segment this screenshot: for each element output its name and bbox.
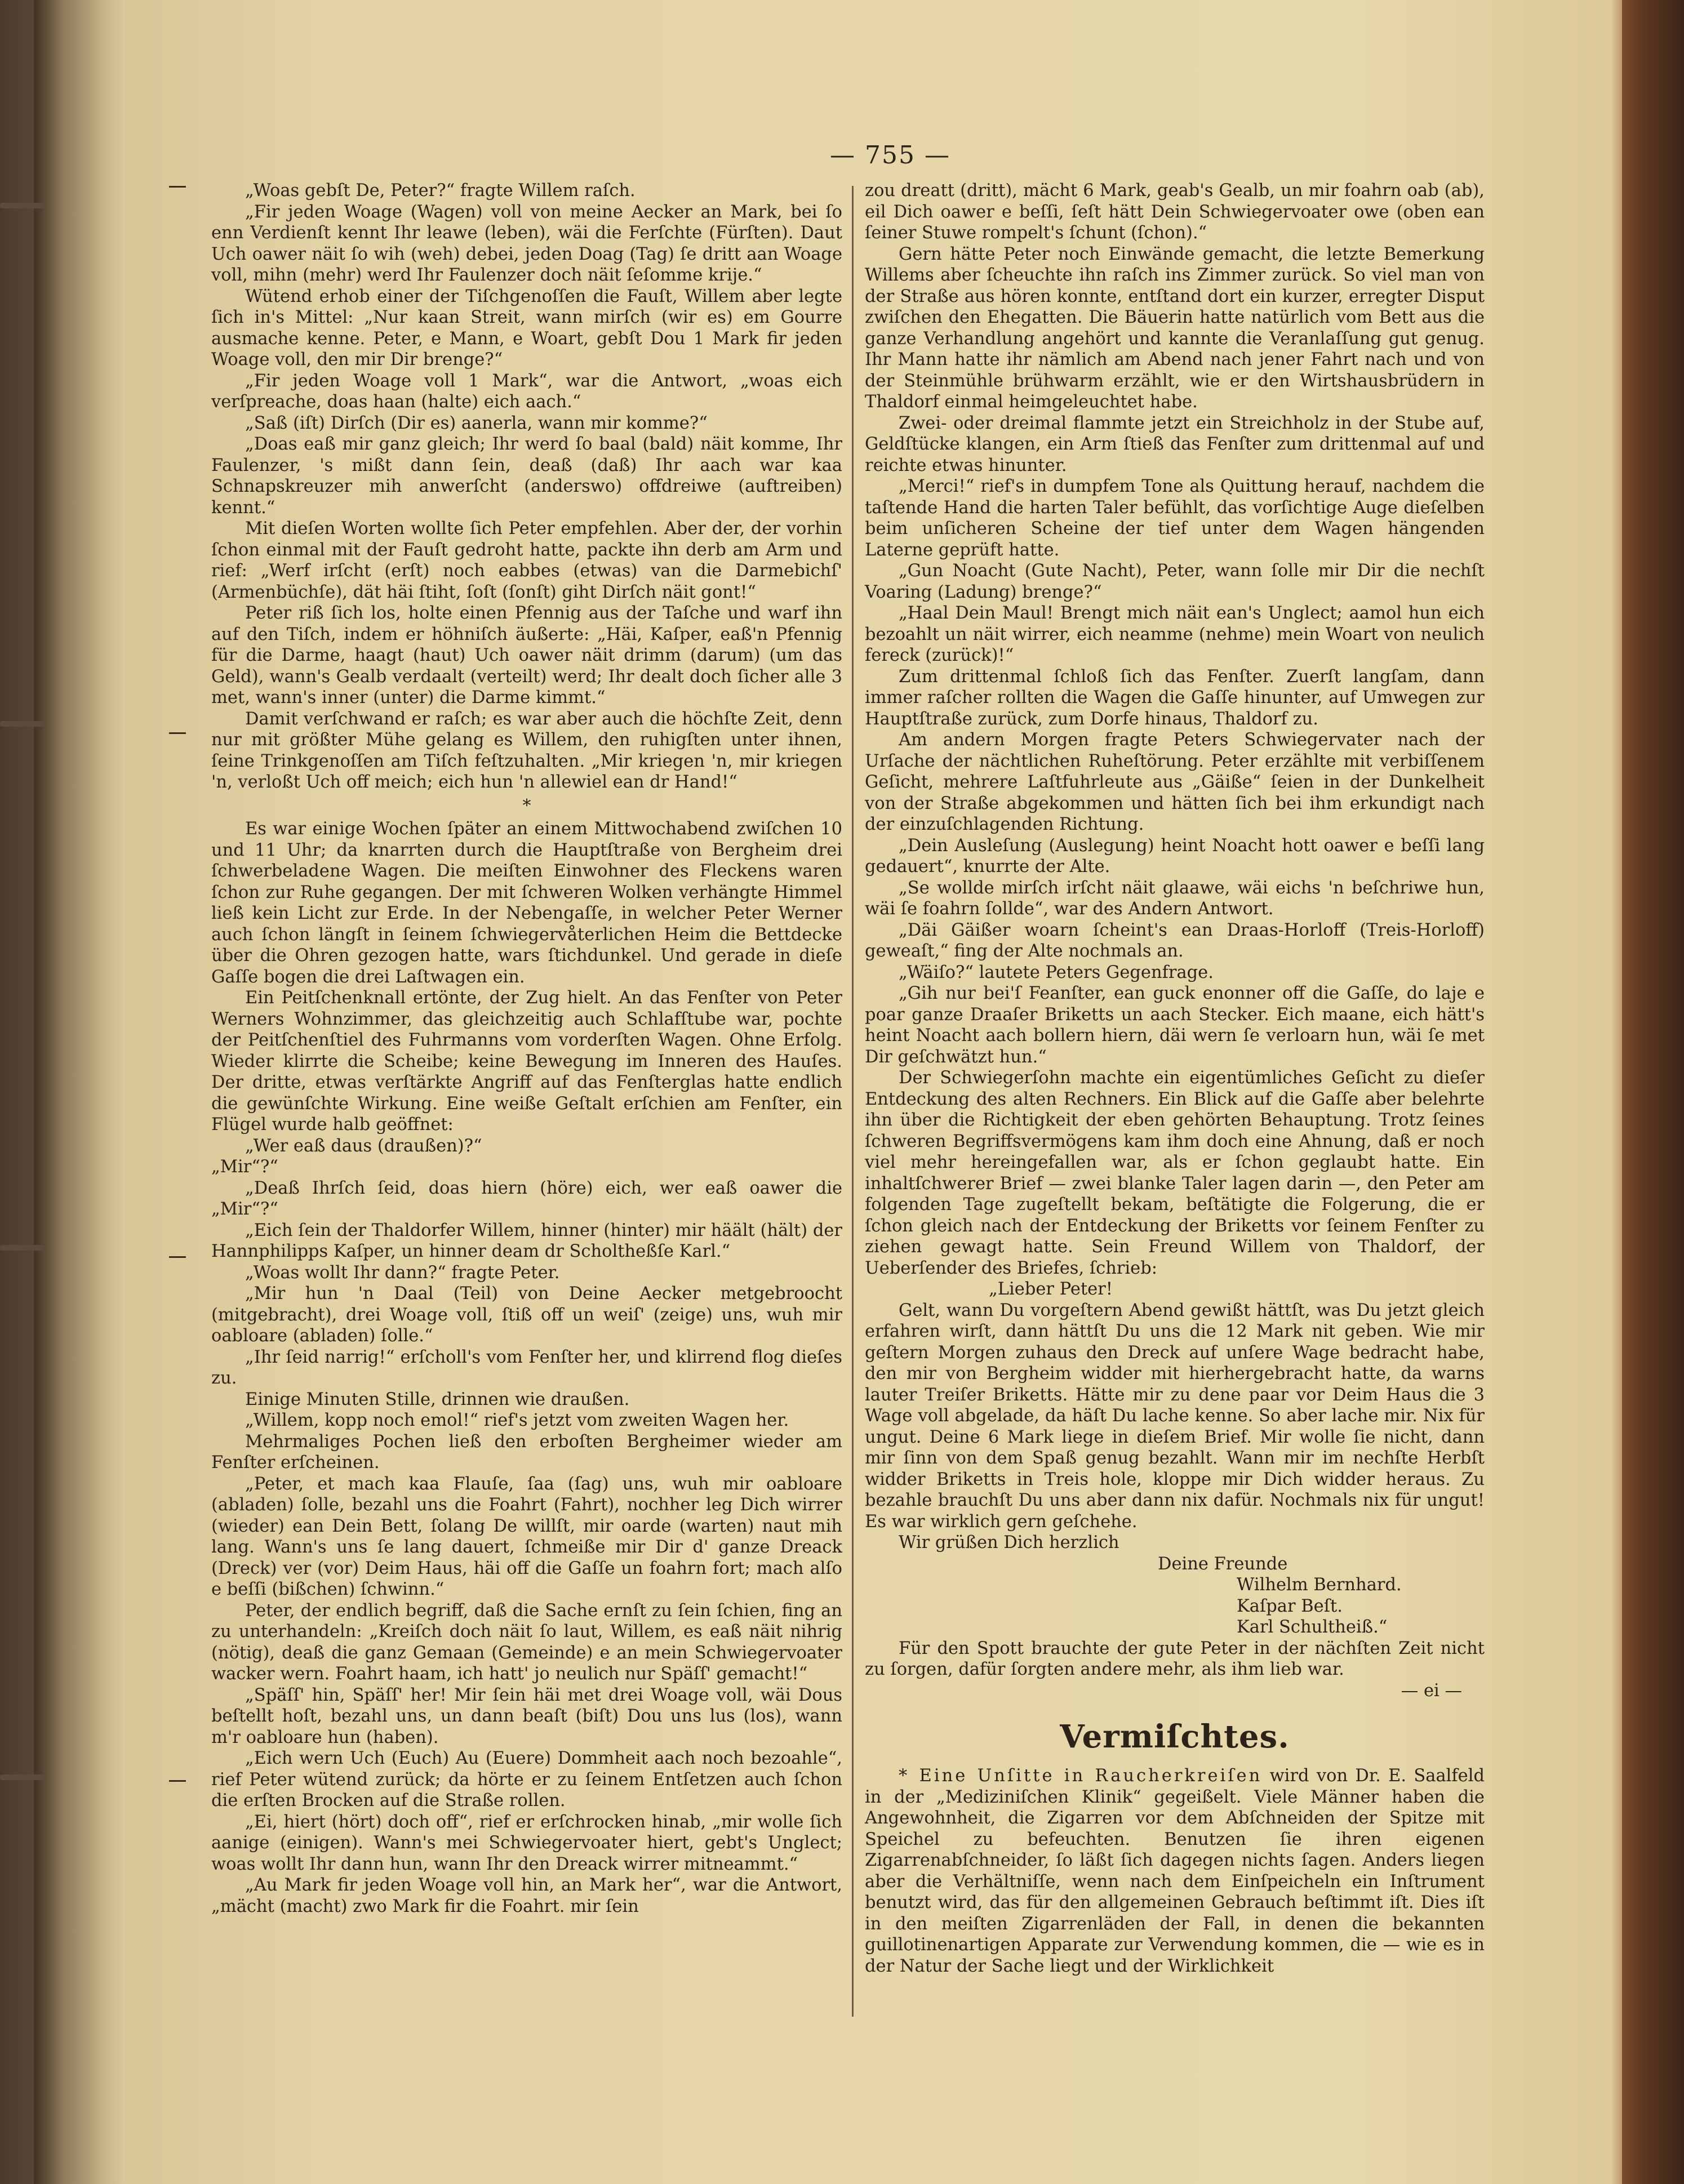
paragraph: „Ei, hiert (hört) doch off“, rief er erſchrocken hinab, „mir wolle ſich aanige (einigen). Wann's mei Schwiegervoater hiert, gebt's Unglect; woas wollt Ihr dann hun, wann Ihr den Dreack wirrer mitneammt.“ [211,1812,842,1874]
binding-mark [0,1245,45,1251]
paragraph: Kaſpar Beſt. [1237,1596,1343,1616]
paragraph: Wilhelm Bernhard. [1237,1575,1402,1595]
column-divider [852,186,854,2017]
paragraph: „Woas wollt Ihr dann?“ fragte Peter. [245,1262,560,1283]
paragraph: „Haal Dein Maul! Brengt mich näit ean's Unglect; aamol hun eich bezoahlt un näit wirrer, eich neamme (nehme) mein Woart von neulich fereck (zurück)!“ [865,603,1485,665]
paragraph: Gern hätte Peter noch Einwände gemacht, die letzte Bemerkung Willems aber ſcheuchte ihn raſch ins Zimmer zurück. So viel man von der Straße aus hören konnte, entſtand dort ein kurzer, erregter Disput zwiſchen den Ehegatten. Die Bäuerin hatte natürlich vom Bett aus die ganze Verhandlung angehört und kannte die Veranlaſſung gut genug. Ihr Mann hatte ihr nämlich am Abend nach jener Fahrt nach und von der Steinmühle brühwarm erzählt, wie er den Wirtshausbrüdern in Thaldorf einmal heimgeleuchtet habe. [865,244,1485,412]
paragraph: „Däi Gäißer woarn ſcheint's ean Draas-Horloff (Treis-Horloff) geweaſt,“ fing der Alte nochmals an. [865,920,1485,961]
paragraph: Gelt, wann Du vorgeſtern Abend gewißt hättſt, was Du jetzt gleich erfahren wirſt, dann hättſt Du uns die 12 Mark nit geben. Wie mir geſtern Morgen zuhaus den Dreck auf unſere Wage bedracht habe, den mir von Bergheim widder mit hierhergebracht hatte, da warns lauter Treiſer Briketts. Hätte mir zu dene paar vor Deim Haus die 3 Wage voll abgelade, da häſt Du lache kenne. So aber lache mir. Nix für ungut. Deine 6 Mark liege in dieſem Brief. Mir wolle ſie nicht, dann mir ſinn von dem Spaß genug bezahlt. Wann mir im nechſte Herbſt widder Briketts in Treis hole, kloppe mir Dich widder heraus. Zu bezahle brauchſt Du uns aber dann nix dafür. Nochmals nix für ungut! Es war wirklich gern geſchehe. [865,1300,1485,1532]
paragraph: — ei — [1401,1680,1462,1701]
binding-mark [0,203,45,208]
paragraph: Damit verſchwand er raſch; es war aber auch die höchſte Zeit, denn nur mit größter Mühe gelang es Willem, den ruhigſten unter ihnen, ſeine Trinkgenoſſen am Tiſch feſtzuhalten. „Mir kriegen 'n, mir kriegen 'n, verloßt Uch off meich; eich hun 'n allewiel ean dr Hand!“ [211,709,842,792]
paragraph: „Eich wern Uch (Euch) Au (Euere) Dommheit aach noch bezoahle“, rief Peter wütend zurück; da hörte er zu ſeinem Entſetzen auch ſchon die erſten Brocken auf die Straße rollen. [211,1749,842,1811]
paragraph: Zum drittenmal ſchloß ſich das Fenſter. Zuerſt langſam, dann immer raſcher rollten die Wagen die Gaſſe hinunter, auf Umwegen zur Hauptſtraße zurück, zum Dorfe hinaus, Thaldorf zu. [865,666,1485,729]
paragraph: „Eich ſein der Thaldorfer Willem, hinner (hinter) mir häält (hält) der Hannphilipps Kaſper, un hinner deam dr Scholtheßſe Karl.“ [211,1220,842,1261]
page-number: — 755 — [830,141,950,170]
paragraph: „Deaß Ihrſch ſeid, doas hiern (höre) eich, wer eaß oawer die „Mir“?“ [211,1178,842,1219]
margin-tick [169,732,186,734]
paragraph: Mit dieſen Worten wollte ſich Peter empfehlen. Aber der, der vorhin ſchon einmal mit der Fauſt gedroht hatte, packte ihn derb am Arm und rief: „Werf irſcht (erſt) noch eabbes (etwas) van die Darmebichſ' (Armenbüchſe), dät häi ſtiht, ſoſt (ſonſt) giht Dirſch näit gont!“ [211,519,842,602]
paragraph: „Dein Ausleſung (Auslegung) heint Noacht hott oawer e beſſi lang gedauert“, knurrte der Alte. [865,835,1485,877]
paragraph: „Fir jeden Woage voll 1 Mark“, war die Antwort, „woas eich verſpreache, doas haan (halte) eich aach.“ [211,371,842,412]
right-column [865,180,1485,1977]
book-gutter [34,0,124,2184]
paragraph: Einige Minuten Stille, drinnen wie draußen. [245,1389,630,1409]
paragraph: zou dreatt (dritt), mächt 6 Mark, geab's Gealb, un mir foahrn oab (ab), eil Dich oawer e beſſi, ſeſt hätt Dein Schwiegervoater owe (oben ean ſeiner Stuwe rompelt's ſchunt (ſchon).“ [865,181,1485,243]
paragraph: „Wäiſo?“ lautete Peters Gegenfrage. [899,962,1214,982]
margin-tick [169,1256,186,1258]
book-edge [1622,0,1684,2184]
paragraph: Karl Schultheiß.“ [1237,1617,1388,1637]
paragraph: „Se wollde mirſch irſcht näit glaawe, wäi eichs 'n beſchriwe hun, wäi ſe foahrn ſollde“, war des Andern Antwort. [865,878,1485,919]
article-lead: * Eine Unſitte in Raucherkreiſen [899,1766,1263,1786]
paragraph: Deine Freunde [1158,1554,1288,1574]
margin-tick [169,186,186,188]
paragraph: Am andern Morgen fragte Peters Schwiegervater nach der Urſache der nächtlichen Ruheſtörung. Peter erzählte mit verbiſſenem Geſicht, mehrere Laſtfuhrleute aus „Gäiße“ ſeien in der Dunkelheit von der Straße abgekommen und hätten ſich bei ihm erkundigt nach der einzuſchlagenden Richtung. [865,730,1485,834]
section-separator: * [522,795,531,816]
paragraph: Mehrmaliges Pochen ließ den erboſten Bergheimer wieder am Fenſter erſcheinen. [211,1431,842,1473]
paragraph: Wütend erhob einer der Tiſchgenoſſen die Fauſt, Willem aber legte ſich in's Mittel: „Nur kaan Streit, wann mirſch (wir es) em Gourre ausmache kenne. Peter, e Mann, e Woart, gebſt Dou 1 Mark fir jeden Woage voll, den mir Dir brenge?“ [211,286,842,370]
paragraph: „Woas gebſt De, Peter?“ fragte Willem raſch. [245,181,636,201]
paragraph: „Wer eaß daus (draußen)?“ [245,1136,482,1156]
paragraph: „Gun Noacht (Gute Nacht), Peter, wann ſolle mir Dir die nechſt Voaring (Ladung) brenge?“ [865,561,1485,602]
paragraph: „Doas eaß mir ganz gleich; Ihr werd ſo baal (bald) näit komme, Ihr Faulenzer, 's mißt dann ſein, deaß (daß) Ihr aach war kaa Schnapskreuzer mih anwerſcht (anderswo) offdreiwe (auftreiben) kennt.“ [211,434,842,518]
binding-mark [0,721,45,727]
paragraph: „Willem, kopp noch emol!“ rief's jetzt vom zweiten Wagen her. [245,1411,789,1430]
binding-mark [0,1774,45,1780]
paragraph: „Späſſ' hin, Späſſ' her! Mir ſein häi met drei Woage voll, wäi Dous beſtellt hoſt, bezahl uns, un dann beaſt (biſt) Dou uns lus (los), wann m'r oabloare hun (haben). [211,1685,842,1747]
paragraph: Ein Peitſchenknall ertönte, der Zug hielt. An das Fenſter von Peter Werners Wohnzimmer, das gleichzeitig auch Schlafſtube war, pochte der Peitſchenſtiel des Fuhrmanns vom vorderſten Wagen. Ohne Erfolg. Wieder klirrte die Scheibe; keine Bewegung im Inneren des Hauſes. Der dritte, etwas verſtärkte Angriff auf das Fenſterglas hatte endlich die gewünſchte Wirkung. Eine weiße Geſtalt erſchien am Fenſter, ein Flügel wurde halb geöffnet: [211,988,842,1135]
paragraph: Für den Spott brauchte der gute Peter in der nächſten Zeit nicht zu ſorgen, dafür ſorgten andere mehr, als ihm lieb war. [865,1638,1485,1679]
paragraph: „Peter, et mach kaa Flauſe, ſaa (ſag) uns, wuh mir oabloare (abladen) ſolle, bezahl uns die Foahrt (Fahrt), nochher leg Dich wirrer (wieder) ean Dein Bett, ſolang De willſt, mir oarde (warten) naut mih lang. Wann's uns ſe lang dauert, ſchmeiße mir Dir d' ganze Dreack (Dreck) ver (vor) Deim Haus, häi off die Gaſſe un foahrn fort; mach alſo e beſſi (bißchen) ſchwinn.“ [211,1474,842,1599]
paragraph: Peter, der endlich begriff, daß die Sache ernſt zu ſein ſchien, fing an zu unterhandeln: „Kreiſch doch näit ſo laut, Willem, es eaß näit nihrig (nötig), deaß die ganz Gemaan (Gemeinde) e an mein Schwiegervoater wacker wern. Foahrt haam, ich hatt' jo neulich nur Späſſ' gemacht!“ [211,1600,842,1684]
paragraph: „Lieber Peter! [989,1279,1113,1299]
paragraph: „Fir jeden Woage (Wagen) voll von meine Aecker an Mark, bei ſo enn Verdienſt kennt Ihr leawe (leben), wäi die Ferſchte (Fürſten). Daut Uch oawer näit ſo wih (weh) debei, jeden Doag (Tag) ſe dritt aan Woage voll, mihn (mehr) werd Ihr Faulenzer doch näit ſeſomme krije.“ [211,202,842,285]
paragraph: „Ihr ſeid narrig!“ erſcholl's vom Fenſter her, und klirrend flog dieſes zu. [211,1347,842,1388]
paragraph: Peter riß ſich los, holte einen Pfennig aus der Taſche und warf ihn auf den Tiſch, indem er höhniſch äußerte: „Häi, Kaſper, eaß'n Pfennig für die Darme, haagt (haut) Uch oawer näit drimm (darum) (um das Geld), wann's Gealb verdaalt (verteilt) werd; Ihr dealt doch ſicher alle 3 met, wann's inner (unter) die Darme kimmt.“ [211,603,842,708]
paragraph: Zwei- oder dreimal flammte jetzt ein Streichholz in der Stube auf, Geldſtücke klangen, ein Arm ſtieß das Fenſter zum drittenmal auf und reichte etwas hinunter. [865,413,1485,475]
paragraph: „Au Mark fir jeden Woage voll hin, an Mark her“, war die Antwort, „mächt (macht) zwo Mark fir die Foahrt. mir ſein [211,1875,842,1916]
paragraph: „Saß (iſt) Dirſch (Dir es) aanerla, wann mir komme?“ [245,413,708,433]
article-paragraph [865,1765,1485,1977]
margin-tick [169,1780,186,1782]
paragraph: Es war einige Wochen ſpäter an einem Mittwochabend zwiſchen 10 und 11 Uhr; da knarrten durch die Hauptſtraße von Bergheim drei ſchwerbeladene Wagen. Die meiſten Einwohner des Fleckens waren ſchon zur Ruhe gegangen. Der mit ſchweren Wolken verhängte Himmel ließ kein Licht zur Erde. In der Nebengaſſe, in welcher Peter Werner auch ſchon längſt in ſeinem ſchwiegervåterlichen Heim die Bettdecke über die Ohren gezogen hatte, wars ſtichdunkel. Und gerade in dieſe Gaſſe bogen die drei Laſtwagen ein. [211,819,842,987]
story-continuation [865,180,1485,1701]
paragraph: „Merci!“ rief's in dumpfem Tone als Quittung herauf, nachdem die taſtende Hand die harten Taler befühlt, das vorſichtige Auge dieſelben beim unſicheren Scheine der tief unter dem Wagen hängenden Laterne geprüft hatte. [865,477,1485,560]
paragraph: „Gih nur bei'ſ Feanſter, ean guck enonner off die Gaſſe, do laje e poar ganze Draaſer Briketts un aach Stecker. Eich maane, eich hätt's heint Noacht aach bollern hiern, däi wern ſe verloarn hun, wäi ſe met Dir geſchwätzt hun.“ [865,984,1485,1067]
article-body: wird von Dr. E. Saalfeld in der „Mediziniſchen Klinik“ gegeißelt. Viele Männer haben die Angewohnheit, die Zigarren vor dem Abſchneiden der Spitze mit Speichel zu befeuchten. Benutzen ſie ihren eigenen Zigarrenabſchneider, ſo läßt ſich dagegen nichts ſagen. Anders liegen aber die Verhältniſſe, wenn nach dem Einſpeicheln ein Inſtrument benutzt wird, das für den allgemeinen Gebrauch beſtimmt iſt. Dies iſt in den meiſten Zigarrenläden der Fall, in denen die bekannten guillotinenartigen Apparate zur Verwendung kommen, die — wie es in der Natur der Sache liegt und der Wirklichkeit [865,1766,1485,1976]
paragraph: Der Schwiegerſohn machte ein eigentümliches Geſicht zu dieſer Entdeckung des alten Rechners. Ein Blick auf die Gaſſe aber belehrte ihn über die Richtigkeit der eben gehörten Behauptung. Trotz ſeines ſchweren Begriffsvermögens kam ihm doch eine Ahnung, daß er noch viel mehr hereingefallen war, als er ſchon geglaubt hatte. Ein inhaltſchwerer Brief — zwei blanke Taler lagen darin —, den Peter am folgenden Tage zugeſtellt bekam, beſtätigte die Folgerung, die er ſchon gleich nach der Entdeckung der Briketts vor ſeinem Fenſter zu ziehen gewagt hatte. Sein Freund Willem von Thaldorf, der Ueberſender des Briefes, ſchrieb: [865,1068,1485,1278]
left-column [211,180,842,1917]
paragraph: „Mir“?“ [211,1157,278,1177]
paragraph: Wir grüßen Dich herzlich [899,1533,1119,1553]
paragraph: „Mir hun 'n Daal (Teil) von Deine Aecker metgebroocht (mitgebracht), drei Woage voll, ſtiß off un weiſ' (zeige) uns, wuh mir oabloare (abladen) ſolle.“ [211,1284,842,1346]
section-heading: Vermiſchtes. [1060,1718,1290,1755]
